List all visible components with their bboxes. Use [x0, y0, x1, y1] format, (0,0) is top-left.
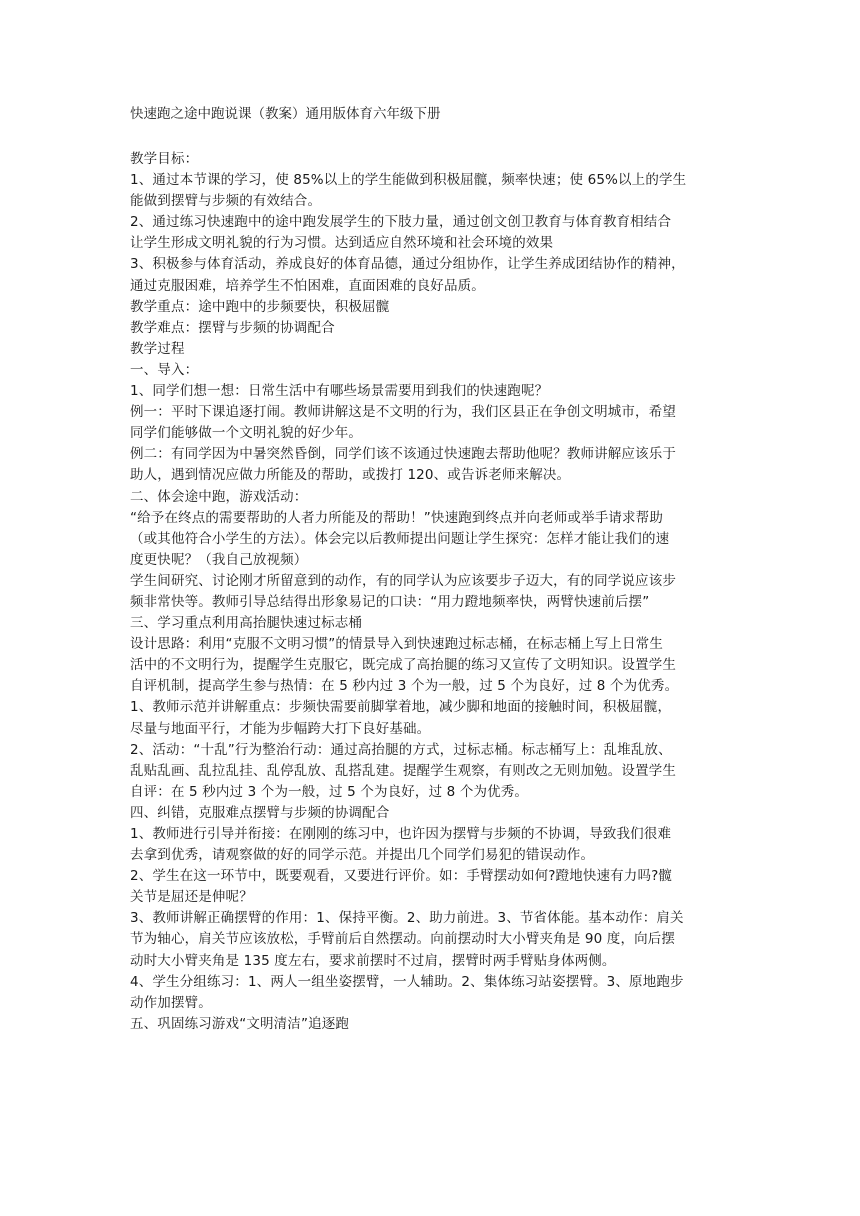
document-line: 2、活动：“十乱”行为整治行动：通过高抬腿的方式，过标志桶。标志桶写上：乱堆乱放、	[130, 741, 672, 758]
document-line: 四、纠错，克服难点摆臂与步频的协调配合	[130, 804, 390, 821]
document-line: 教学目标：	[130, 151, 199, 167]
document-line: 乱贴乱画、乱拉乱挂、乱停乱放、乱搭乱建。提醒学生观察，有则改之无则加勉。设置学生	[130, 762, 676, 779]
document-page	[130, 104, 730, 1035]
document-line: 教学难点：摆臂与步频的协调配合	[130, 319, 335, 336]
document-line: 自评：在 5 秒内过 3 个为一般，过 5 个为良好，过 8 个为优秀。	[130, 783, 529, 800]
document-line: 1、教师示范并讲解重点：步频快需要前脚掌着地，减少脚和地面的接触时间，积极屈髋，	[130, 699, 672, 716]
document-line: 1、同学们想一想：日常生活中有哪些场景需要用到我们的快速跑呢？	[130, 383, 549, 400]
document-line: 去拿到优秀，请观察做的好的同学示范。并提出几个同学们易犯的错误动作。	[130, 847, 595, 864]
document-line: 设计思路：利用“克服不文明习惯”的情景导入到快速跑过标志桶，在标志桶上写上日常生	[130, 636, 663, 653]
document-body	[130, 149, 730, 1035]
document-line: 通过克服困难，培养学生不怕困难，直面困难的良好品质。	[130, 277, 485, 294]
document-line: 能做到摆臂与步频的有效结合。	[130, 193, 322, 210]
document-line: 同学们能够做一个文明礼貌的好少年。	[130, 425, 363, 442]
document-line: 2、学生在这一环节中，既要观看，又要进行评价。如：手臂摆动如何?蹬地快速有力吗?髋	[130, 868, 673, 885]
document-title: 快速跑之途中跑说课（教案）通用版体育六年级下册	[130, 106, 441, 122]
document-line: 3、积极参与体育活动，养成良好的体育品德，通过分组协作，让学生养成团结协作的精神，	[130, 256, 685, 273]
document-line: 尽量与地面平行，才能为步幅跨大打下良好基础。	[130, 720, 431, 737]
document-line: （或其他符合小学生的方法）。体会完以后教师提出问题让学生探究：怎样才能让我们的速	[130, 530, 670, 547]
document-line: 三、学习重点利用高抬腿快速过标志桶	[130, 615, 363, 632]
document-line: 活中的不文明行为，提醒学生克服它，既完成了高抬腿的练习又宣传了文明知识。设置学生	[130, 657, 676, 674]
document-line: 度更快呢？（我自己放视频）	[130, 551, 308, 568]
document-line: 1、通过本节课的学习，使 85%以上的学生能做到积极屈髋，频率快速；使 65%以上的学生	[130, 172, 687, 189]
document-line: 例二：有同学因为中暑突然昏倒，同学们该不该通过快速跑去帮助他呢？教师讲解应该乐于	[130, 446, 676, 463]
document-line: “给予在终点的需要帮助的人者力所能及的帮助！”快速跑到终点并向老师或举手请求帮助	[130, 509, 663, 526]
document-line: 二、体会途中跑，游戏活动：	[130, 488, 308, 505]
document-line: 动作加摆臂。	[130, 994, 212, 1011]
document-line: 节为轴心，肩关节应该放松，手臂前后自然摆动。向前摆动时大小臂夹角是 90 度，向后摆	[130, 931, 676, 948]
document-line: 自评机制，提高学生参与热情：在 5 秒内过 3 个为一般，过 5 个为良好，过 8 个为优秀。	[130, 678, 679, 695]
document-line: 助人，遇到情况应做力所能及的帮助，或拨打 120、或告诉老师来解决。	[130, 467, 571, 484]
document-line: 例一：平时下课追逐打闹。教师讲解这是不文明的行为，我们区县正在争创文明城市，希望	[130, 404, 676, 421]
document-line: 4、学生分组练习：1、两人一组坐姿摆臂，一人辅助。2、集体练习站姿摆臂。3、原地跑步	[130, 973, 684, 990]
document-line: 教学过程	[130, 340, 185, 357]
document-line: 3、教师讲解正确摆臂的作用：1、保持平衡。2、助力前进。3、节省体能。基本动作：肩关	[130, 910, 684, 927]
document-line: 1、教师进行引导并衔接：在刚刚的练习中，也许因为摆臂与步频的不协调，导致我们很难	[130, 826, 672, 842]
document-line: 关节是屈还是伸呢？	[130, 889, 253, 906]
document-line: 让学生形成文明礼貌的行为习惯。达到适应自然环境和社会环境的效果	[130, 235, 554, 252]
document-line: 2、通过练习快速跑中的途中跑发展学生的下肢力量，通过创文创卫教育与体育教育相结合	[130, 214, 672, 231]
document-line: 学生间研究、讨论刚才所留意到的动作，有的同学认为应该要步子迈大，有的同学说应该步	[130, 572, 676, 589]
document-line: 教学重点：途中跑中的步频要快，积极屈髋	[130, 298, 390, 315]
document-line: 动时大小臂夹角是 135 度左右，要求前摆时不过肩，摆臂时两手臂贴身体两侧。	[130, 952, 616, 969]
document-line: 频非常快等。教师引导总结得出形象易记的口诀：“用力蹬地频率快，两臂快速前后摆”	[130, 593, 650, 610]
document-line: 五、巩固练习游戏“文明清洁”追逐跑	[130, 1015, 350, 1032]
document-line: 一、导入：	[130, 361, 199, 378]
